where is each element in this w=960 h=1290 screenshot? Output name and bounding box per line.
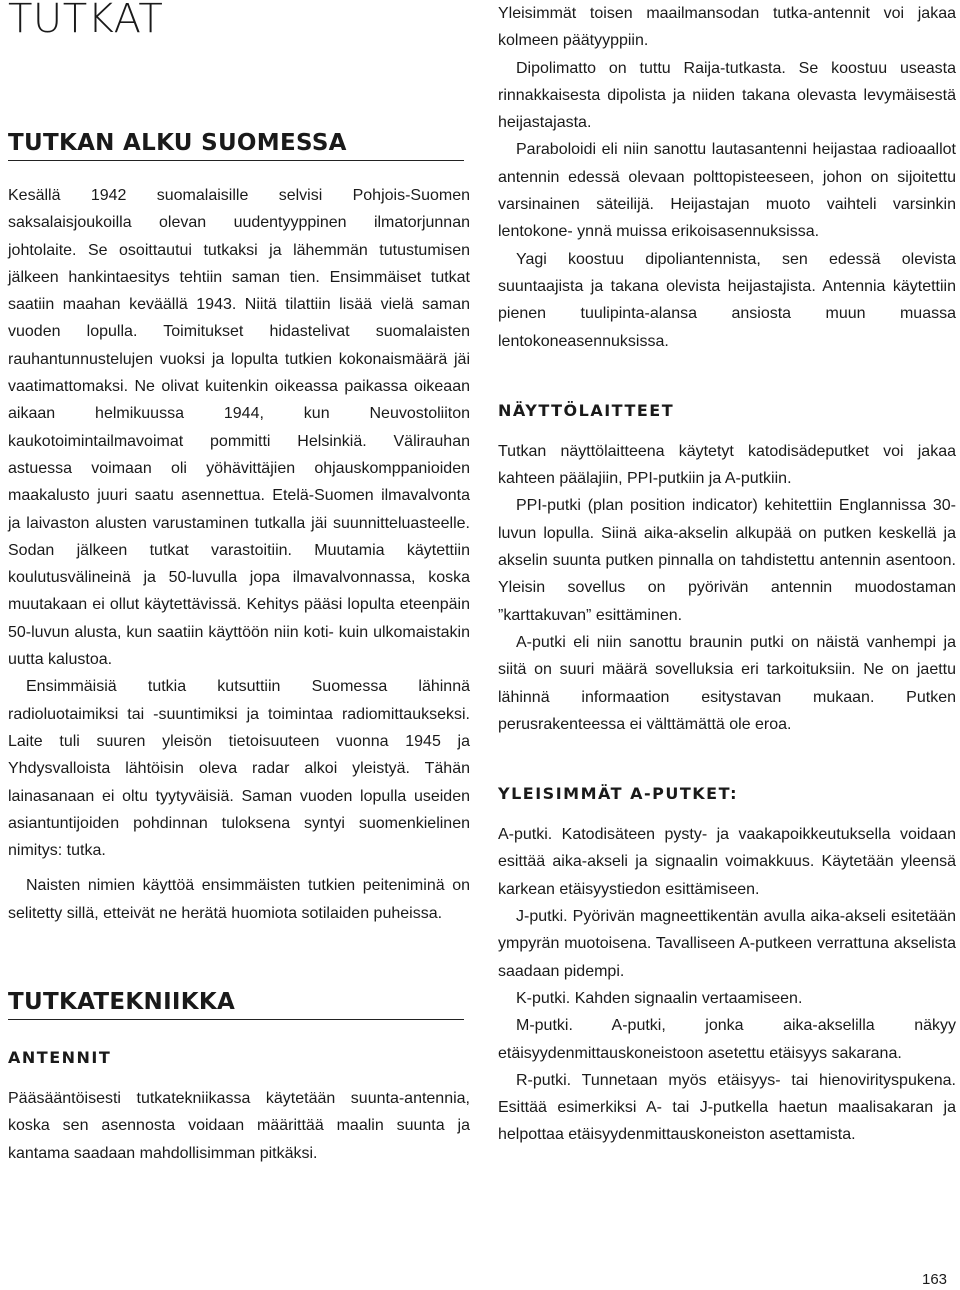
paragraph: J-putki. Pyörivän magneettikentän avulla aika-akseli esitetään ympyrän muotoisena. Tavalliseen A-putkeen verrattuna akselista saadaan pidempi. <box>498 908 956 980</box>
subheading-yleisimmat-a-putket: YLEISIMMÄT A-PUTKET: <box>498 784 739 804</box>
paragraph: Naisten nimien käyttöä ensimmäisten tutkien peiteniminä on selitetty sillä, etteivät ne herätä huomiota sotilaiden puheissa. <box>8 877 470 922</box>
paragraph: M-putki. A-putki, jonka aika-akselilla näkyy etäisyydenmittauskoneistoon asetettu etäisyys sakarana. <box>498 1017 956 1062</box>
page-number: 163 <box>922 1271 948 1288</box>
page-title: TUTKAT <box>8 0 164 42</box>
paragraph: K-putki. Kahden signaalin vertaamiseen. <box>516 989 803 1007</box>
paragraph: Tutkan näyttölaitteena käytetyt katodisädeputket voi jakaa kahteen päälajiin, PPI-putkiin ja A-putkiin. <box>498 442 956 488</box>
section-heading-tutkatekniikka: TUTKATEKNIIKKA <box>8 989 464 1020</box>
paragraph: Ensimmäisiä tutkia kutsuttiin Suomessa lähinnä radioluotaimiksi tai -suuntimiksi ja toimintaa radiomittaukseksi. Laite tuli suuren yleisön tietoisuuteen vuonna 1945 ja Yhdysvalloista lähtöisin oleva radar alkoi yleistyä. Tähän lainasanaan ei oltu tyytyväisiä. Saman vuoden lopulla useiden asiantuntijoiden pohdinnan tuloksena syntyi suomenkielinen nimitys: tutka. <box>8 678 470 860</box>
right-column <box>498 0 956 1149</box>
paragraph: Paraboloidi eli niin sanottu lautasantenni heijastaa radioaallot antennin edessä olevaan polttopisteeseen, johon on sijoitettu varsinainen säteilijä. Heijastajan muoto vaihteli varsinkin lentokone- ynnä muissa erikoisasennuksissa. <box>498 141 956 241</box>
left-column <box>8 0 470 1167</box>
subheading-nayttolaitteet: NÄYTTÖLAITTEET <box>498 400 675 420</box>
subheading-antennit: ANTENNIT <box>8 1048 112 1068</box>
section-heading-tutkan-alku: TUTKAN ALKU SUOMESSA <box>8 130 464 161</box>
paragraph: R-putki. Tunnetaan myös etäisyys- tai hienovirityspukena. Esittää esimerkiksi A- tai J-putkella haetun maalisakaran ja helpottaa etäisyydenmittauskoneiston asettamista. <box>498 1071 956 1144</box>
paragraph: Dipolimatto on tuttu Raija-tutkasta. Se koostuu useasta rinnakkaisesta dipolista ja niiden takana olevasta levymäisestä heijastajasta. <box>498 59 956 132</box>
paragraph: Pääsääntöisesti tutkatekniikassa käytetään suunta-antennia, koska sen asennosta voidaan määrittää maalin suunta ja kantama saadaan mahdollisimman pitkäksi. <box>8 1090 470 1162</box>
paragraph: Kesällä 1942 suomalaisille selvisi Pohjois-Suomen saksalaisjoukoilla olevan uudentyyppinen ilmatorjunnan johtolaite. Se osoittautui tutkaksi ja lähemmän tutustumisen jälkeen hankintaesitys tehtiin saman tien. Ensimmäiset tutkat saatiin maahan keväällä 1943. Niitä tilattiin lisää vielä saman vuoden lopulla. Toimitukset hidastelivat suomalaisten rauhantunnustelujen vuoksi ja lopulta tutkien kokonaismäärä jäi vaatimattomaksi. Ne olivat kuitenkin oikeassa paikassa oikeaan aikaan helmikuussa 1944, kun Neuvostoliiton kaukotoimintailmavoimat pommitti Helsinkiä. Välirauhan astuessa voimaan oli yöhävittäjien ohjauskomppanioiden maakalusto juuri saatu asennettua. Etelä-Suomen ilmavalvonta ja laivaston alusten varustaminen tutkalla jäi suunnitteluasteelle. Sodan jälkeen tutkat varastoitiin. Muutamia käytettiin koulutusvälineinä ja 50-luvulla jopa ilmavalvonnassa, koska muutakaan ei ollut käytettävissä. Kehitys pääsi lopulta eteenpäin 50-luvun alusta, kun saatiin käyttöön niin koti- kuin ulkomaistakin uutta kalustoa. <box>8 187 470 669</box>
paragraph: A-putki eli niin sanottu braunin putki on näistä vanhempi ja siitä on suuri määrä sovelluksia eri tarkoituksiin. Ne on jaettu lähinnä informaation esitystavan mukaan. Putken perusrakenteessa ei välttämättä ole eroa. <box>498 633 956 733</box>
paragraph: A-putki. Katodisäteen pysty- ja vaakapoikkeutuksella voidaan esittää aika-akseli ja signaalin voimakkuus. Käytetään yleensä karkean etäisyystiedon esittämiseen. <box>498 826 956 898</box>
paragraph: Yagi koostuu dipoliantennista, sen edessä olevista suuntaajista ja takana olevista heijastajista. Antennia käytettiin pienen tuulipinta-alansa ansiosta muun muassa lentokoneasennuksissa. <box>498 250 956 350</box>
paragraph: PPI-putki (plan position indicator) kehitettiin Englannissa 30-luvun lopulla. Siinä aika-akselin alkupää on putken keskellä ja akselin suunta putken pinnalla on tahdistettu antennin asentoon. Yleisin sovellus on pyörivän antennin muodostaman ”karttakuvan” esittäminen. <box>498 497 956 624</box>
paragraph: Yleisimmät toisen maailmansodan tutka-antennit voi jakaa kolmeen päätyyppiin. <box>498 5 956 50</box>
